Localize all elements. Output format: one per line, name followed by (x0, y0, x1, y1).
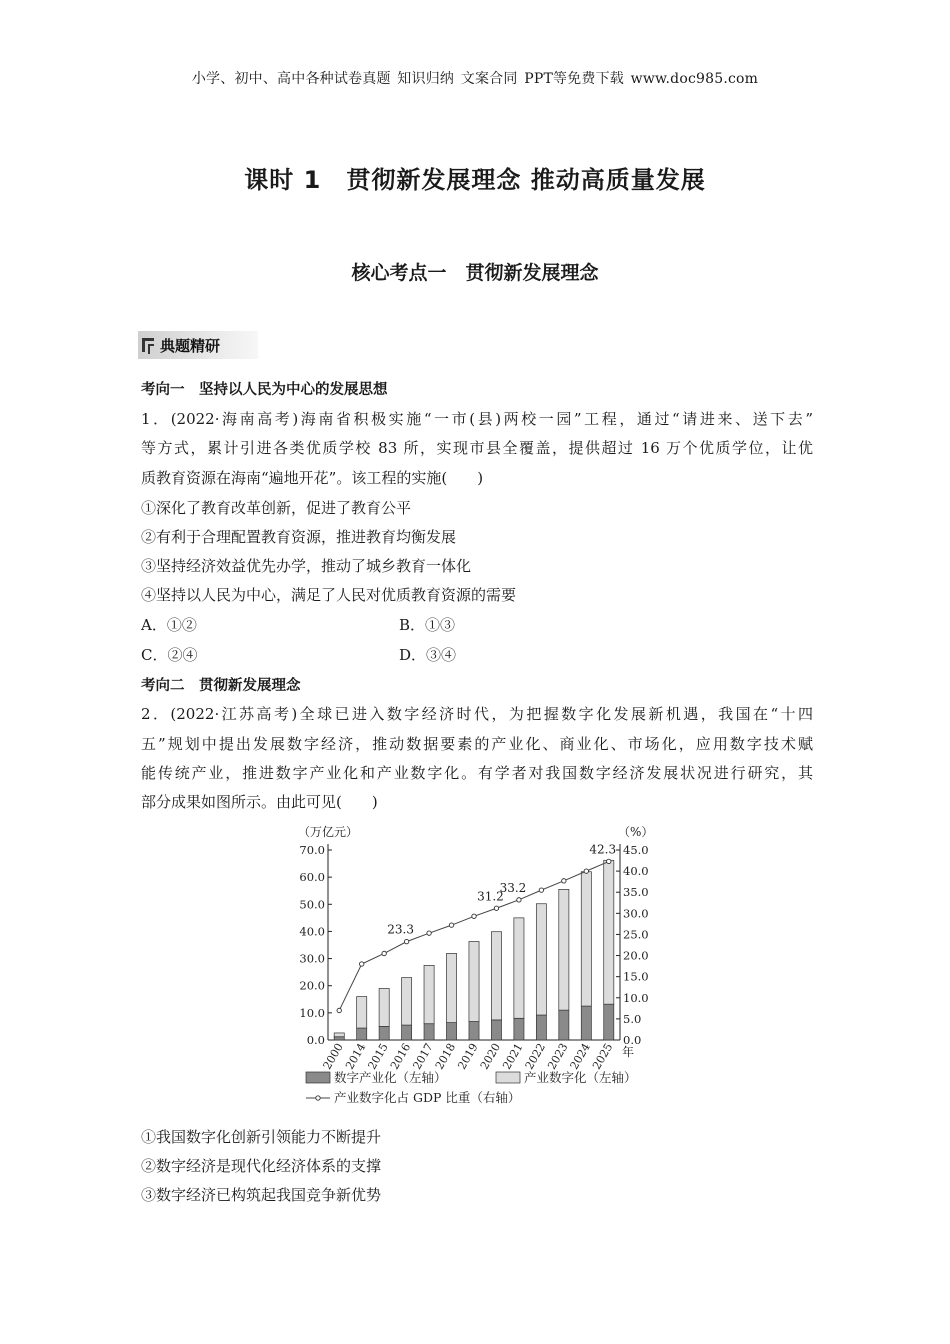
question-2-statement-2: ②数字经济是现代化经济体系的支撑 (141, 1157, 382, 1175)
legend-swatch-digital-industrialization (306, 1072, 330, 1083)
bar-digital-industrialization (379, 1026, 389, 1040)
x-tick-label: 2014 (343, 1041, 369, 1072)
bar-digital-industrialization (514, 1018, 524, 1040)
page-header-banner: 小学、初中、高中各种试卷真题 知识归纳 文案合同 PPT等免费下载 www.doc985.com (191, 71, 759, 87)
direction-one-heading: 考向一 坚持以人民为中心的发展思想 (141, 382, 388, 398)
bar-digital-industrialization (424, 1024, 434, 1040)
right-tick-label: 20.0 (623, 948, 649, 963)
legend-swatch-industrial-digitalization (496, 1072, 520, 1083)
x-tick-label: 2025 (590, 1041, 616, 1072)
bar-digital-industrialization (446, 1023, 456, 1040)
right-tick-label: 45.0 (623, 843, 649, 857)
left-tick-label: 20.0 (299, 978, 325, 993)
question-1-line-2: 等方式，累计引进各类优质学校 83 所，实现市县全覆盖，提供超过 16 万个优质学位，让优 (141, 439, 813, 457)
data-label: 31.2 (477, 889, 504, 904)
x-tick-label: 2024 (567, 1041, 593, 1072)
gdp-share-point (449, 923, 453, 927)
bar-digital-industrialization (536, 1015, 546, 1040)
legend-label-industrial-digitalization: 产业数字化（左轴） (524, 1070, 637, 1085)
bar-industrial-digitalization (357, 997, 367, 1028)
right-tick-label: 0.0 (623, 1033, 642, 1047)
question-1-choice-d[interactable]: D．③④ (399, 646, 457, 664)
left-tick-label: 60.0 (299, 870, 325, 885)
x-tick-label: 2023 (545, 1041, 571, 1072)
gdp-share-point (517, 898, 521, 902)
bar-industrial-digitalization (402, 978, 412, 1026)
x-tick-label: 2022 (522, 1041, 548, 1072)
digital-economy-chart (270, 820, 670, 1120)
corner-bracket-icon (142, 338, 154, 352)
page-title: 课时 1 贯彻新发展理念 推动高质量发展 (244, 166, 706, 194)
x-axis-suffix: 年 (622, 1045, 635, 1059)
legend-label-digital-industrialization: 数字产业化（左轴） (334, 1070, 447, 1085)
left-tick-label: 50.0 (299, 897, 325, 912)
right-tick-label: 30.0 (623, 906, 649, 921)
bar-digital-industrialization (357, 1028, 367, 1040)
x-tick-label: 2020 (477, 1041, 504, 1072)
bar-industrial-digitalization (469, 941, 479, 1021)
legend-swatch-gdp-share-point (316, 1096, 320, 1100)
question-1-statement-2: ②有利于合理配置教育资源，推进教育均衡发展 (141, 528, 457, 546)
left-tick-label: 0.0 (306, 1033, 325, 1047)
question-2-line-1: 2．(2022·江苏高考)全球已进入数字经济时代，为把握数字化发展新机遇，我国在“十四 (141, 705, 813, 723)
left-tick-label: 70.0 (299, 843, 325, 857)
gdp-share-point (607, 859, 611, 863)
question-1-choice-c[interactable]: C．②④ (141, 646, 198, 664)
x-tick-label: 2021 (500, 1041, 526, 1072)
question-1-statement-4: ④坚持以人民为中心，满足了人民对优质教育资源的需要 (141, 586, 517, 604)
x-tick-label: 2018 (432, 1041, 459, 1072)
gdp-share-point (404, 939, 408, 943)
question-2-line-3: 能传统产业，推进数字产业化和产业数字化。有学者对我国数字经济发展状况进行研究，其 (141, 764, 813, 782)
bar-industrial-digitalization (446, 953, 456, 1022)
gdp-share-point (427, 931, 431, 935)
right-tick-label: 25.0 (623, 927, 649, 942)
gdp-share-point (584, 869, 588, 873)
x-tick-label: 2016 (387, 1041, 414, 1072)
right-tick-label: 10.0 (623, 990, 649, 1005)
bar-industrial-digitalization (604, 860, 614, 1004)
question-1-statement-3: ③坚持经济效益优先办学，推动了城乡教育一体化 (141, 557, 472, 575)
right-tick-label: 35.0 (623, 885, 649, 900)
section-subtitle: 核心考点一 贯彻新发展理念 (351, 262, 599, 284)
data-label: 33.2 (499, 880, 527, 895)
right-tick-label: 15.0 (623, 969, 649, 984)
data-label: 23.3 (387, 922, 414, 937)
gdp-share-point (494, 906, 498, 910)
gdp-share-point (472, 914, 476, 918)
bar-industrial-digitalization (581, 872, 591, 1006)
question-1-choice-a[interactable]: A．①② (141, 616, 197, 634)
bar-digital-industrialization (402, 1025, 412, 1040)
bar-digital-industrialization (581, 1006, 591, 1040)
question-1-line-3: 质教育资源在海南“遍地开花”。该工程的实施( ) (141, 469, 484, 487)
right-tick-label: 40.0 (623, 864, 649, 879)
x-tick-label: 2017 (410, 1041, 436, 1072)
bar-industrial-digitalization (424, 965, 434, 1023)
question-1-line-1: 1．(2022·海南高考)海南省积极实施“一市(县)两校一园”工程，通过“请进来、送下去” (141, 410, 813, 428)
bar-digital-industrialization (469, 1022, 479, 1040)
bar-digital-industrialization (491, 1020, 501, 1040)
gdp-share-point (337, 1008, 341, 1012)
x-tick-label: 2015 (365, 1041, 391, 1072)
bar-digital-industrialization (334, 1037, 344, 1040)
right-tick-label: 5.0 (623, 1011, 642, 1026)
gdp-share-point (359, 962, 363, 966)
bar-industrial-digitalization (559, 889, 569, 1010)
left-tick-label: 30.0 (299, 951, 325, 966)
question-2-statement-3: ③数字经济已构筑起我国竞争新优势 (141, 1186, 382, 1204)
direction-two-heading: 考向二 贯彻新发展理念 (141, 678, 301, 694)
bar-industrial-digitalization (514, 918, 524, 1018)
left-tick-label: 40.0 (299, 924, 325, 939)
section-tag (138, 331, 258, 359)
bar-digital-industrialization (604, 1004, 614, 1040)
gdp-share-point (562, 879, 566, 883)
right-axis-unit: （%） (618, 825, 654, 839)
question-1-statement-1: ①深化了教育改革创新，促进了教育公平 (141, 499, 412, 517)
data-label: 42.3 (589, 842, 617, 857)
x-tick-label: 2000 (320, 1041, 346, 1072)
bar-industrial-digitalization (536, 904, 546, 1015)
question-2-line-4: 部分成果如图所示。由此可见( ) (141, 793, 378, 811)
bar-industrial-digitalization (491, 932, 501, 1020)
x-tick-label: 2019 (455, 1041, 481, 1072)
bar-industrial-digitalization (334, 1033, 344, 1037)
legend-label-gdp-share: 产业数字化占 GDP 比重（右轴） (334, 1090, 521, 1105)
gdp-share-point (539, 888, 543, 892)
left-axis-unit: （万亿元） (298, 825, 359, 839)
question-2-statement-1: ①我国数字化创新引领能力不断提升 (141, 1128, 382, 1146)
bar-industrial-digitalization (379, 988, 389, 1026)
question-2-line-2: 五”规划中提出发展数字经济，推动数据要素的产业化、商业化、市场化，应用数字技术赋 (141, 735, 813, 753)
gdp-share-point (382, 951, 386, 955)
bar-digital-industrialization (559, 1010, 569, 1040)
left-tick-label: 10.0 (299, 1005, 325, 1020)
question-1-choice-b[interactable]: B．①③ (399, 616, 456, 634)
section-tag-label: 典题精研 (160, 336, 221, 355)
